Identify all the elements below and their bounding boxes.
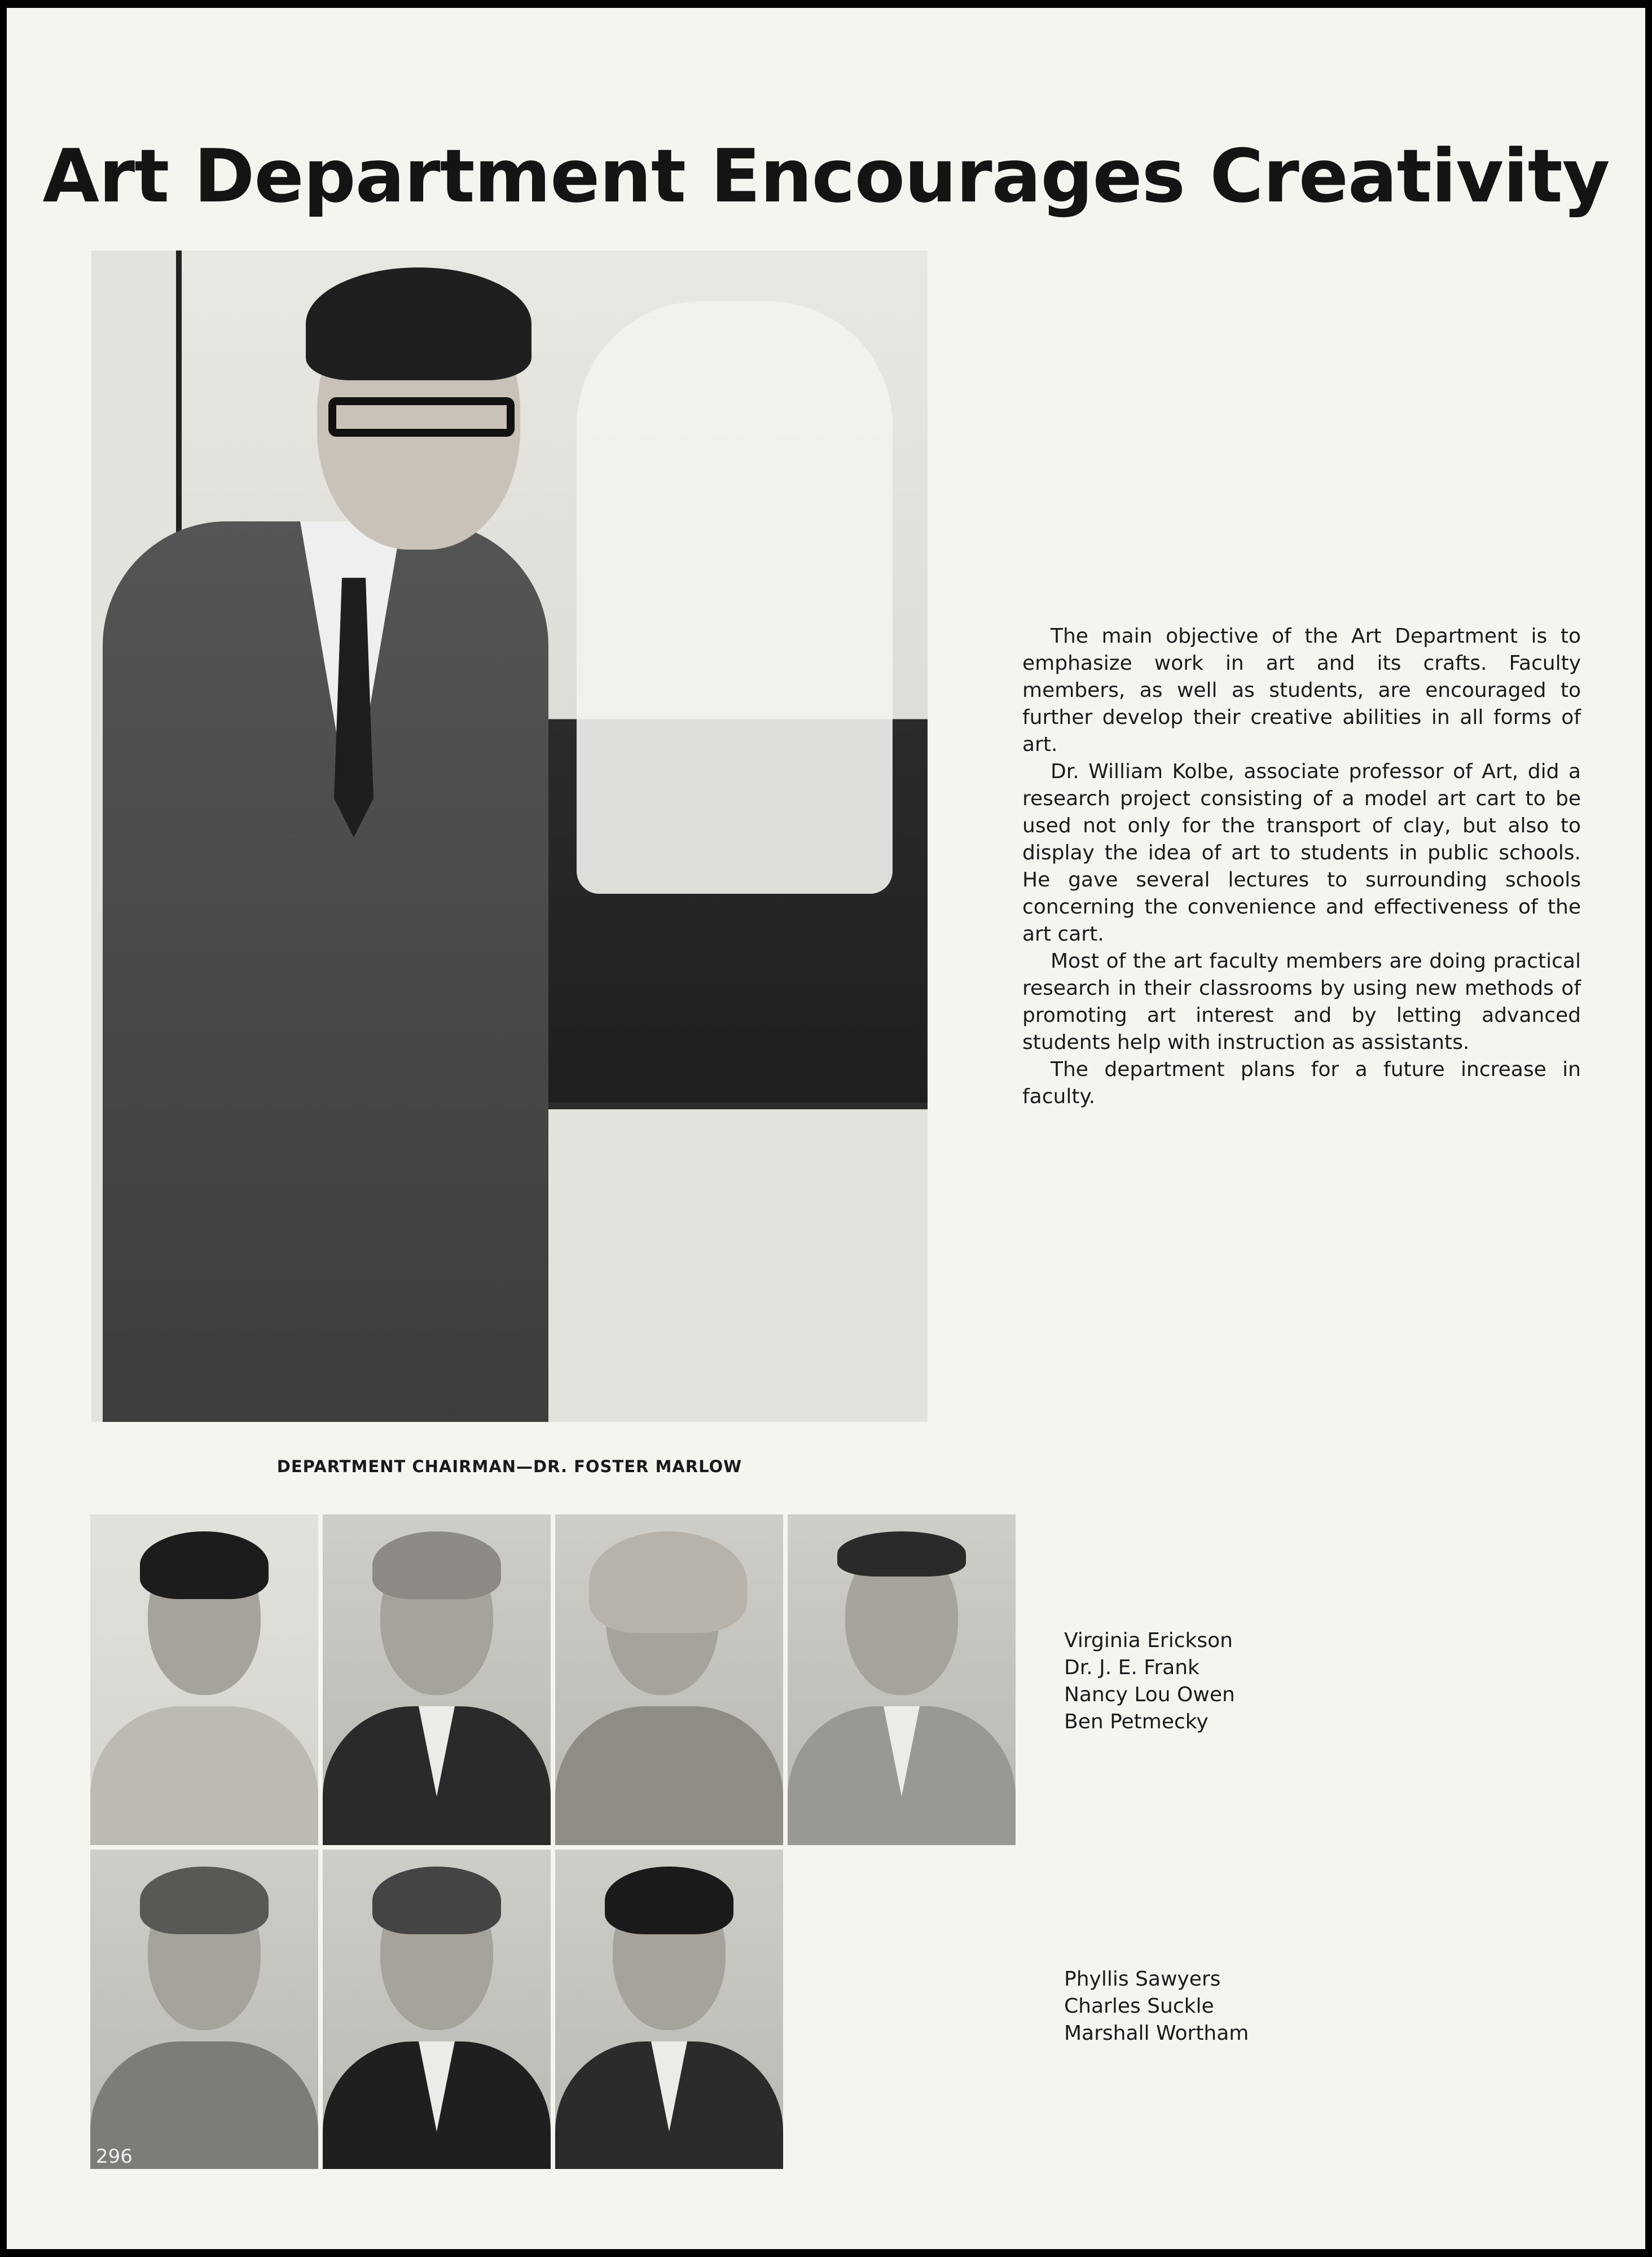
page-number: 296 [96,2145,133,2168]
article-paragraph: Most of the art faculty members are doing practical research in their classrooms by using new methods of promoting art interest and by letting advanced students help with instruction as assistants. [1022,950,1581,1054]
article-body [1022,623,1581,1110]
faculty-names-row-1 [1064,1627,1235,1736]
faculty-name: Ben Petmecky [1064,1710,1209,1733]
faculty-portrait [555,1850,783,2169]
faculty-portrait [90,1514,318,1845]
article-paragraph: The main objective of the Art Department is to emphasize work in art and its crafts. Faculty members, as well as students, are encouraged to further develop their creative abilities in all forms of art. [1022,625,1581,756]
faculty-names-row-2 [1064,1966,1249,2047]
portrait-hair [589,1531,747,1633]
chairman-caption: DEPARTMENT CHAIRMAN—DR. FOSTER MARLOW [276,1457,742,1476]
portrait-hair [605,1867,733,1934]
faculty-portrait [555,1514,783,1845]
portrait-hair [372,1531,501,1599]
portrait-shoulders [90,1706,318,1845]
chairman-glasses [328,397,515,437]
portrait-hair [140,1531,269,1599]
painting-figure [577,301,893,894]
faculty-portrait [323,1514,551,1845]
article-paragraph: The department plans for a future increase in faculty. [1022,1058,1581,1108]
faculty-name: Marshall Wortham [1064,2022,1249,2045]
faculty-portrait [323,1850,551,2169]
faculty-portrait [90,1850,318,2169]
faculty-name: Nancy Lou Owen [1064,1683,1235,1706]
faculty-name: Dr. J. E. Frank [1064,1656,1200,1679]
portrait-shoulders [555,1706,783,1845]
faculty-name: Charles Suckle [1064,1995,1214,2018]
chairman-hair [306,267,531,380]
chairman-photo [91,251,928,1422]
page-title: Art Department Encourages Creativity [42,133,1610,219]
portrait-hair [372,1867,501,1934]
faculty-portrait [788,1514,1016,1845]
yearbook-page [7,8,1645,2249]
portrait-hair [837,1531,966,1577]
portrait-hair [140,1867,269,1934]
article-paragraph: Dr. William Kolbe, associate professor of Art, did a research project consisting of a model art cart to be used not only for the transport of clay, but also to display the idea of art to students in public schools. He gave several lectures to surrounding schools concerning the convenience and effectiveness of the art cart. [1022,760,1581,946]
faculty-name: Virginia Erickson [1064,1629,1233,1652]
faculty-name: Phyllis Sawyers [1064,1968,1221,1991]
